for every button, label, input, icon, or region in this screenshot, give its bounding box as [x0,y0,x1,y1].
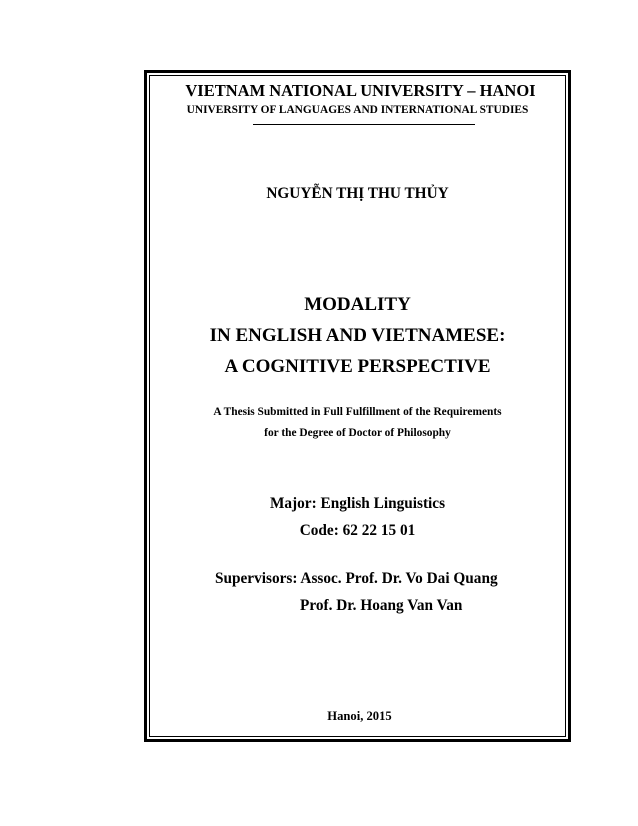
major-code: Code: 62 22 15 01 [299,522,416,539]
thesis-title-line-2: IN ENGLISH AND VIETNAMESE: [209,325,506,346]
thesis-title-line-3: A COGNITIVE PERSPECTIVE [224,356,491,377]
author-name: NGUYỄN THỊ THU THỦY [266,185,449,202]
thesis-statement-line-1: A Thesis Submitted in Full Fulfillment of the Requirements [213,406,502,418]
supervisor-line-1: Supervisors: Assoc. Prof. Dr. Vo Dai Quang [215,570,498,587]
thesis-title-line-1: MODALITY [304,294,411,315]
university-name: VIETNAM NATIONAL UNIVERSITY – HANOI [185,81,536,100]
cover-border-inner [149,75,566,737]
supervisor-line-2: Prof. Dr. Hoang Van Van [300,597,463,614]
header-divider [253,124,475,125]
thesis-statement-line-2: for the Degree of Doctor of Philosophy [264,427,451,439]
major: Major: English Linguistics [269,495,446,512]
cover-border-outer [144,70,571,742]
place-and-year: Hanoi, 2015 [327,709,392,723]
faculty-name: UNIVERSITY OF LANGUAGES AND INTERNATIONAL STUDIES [186,104,529,116]
